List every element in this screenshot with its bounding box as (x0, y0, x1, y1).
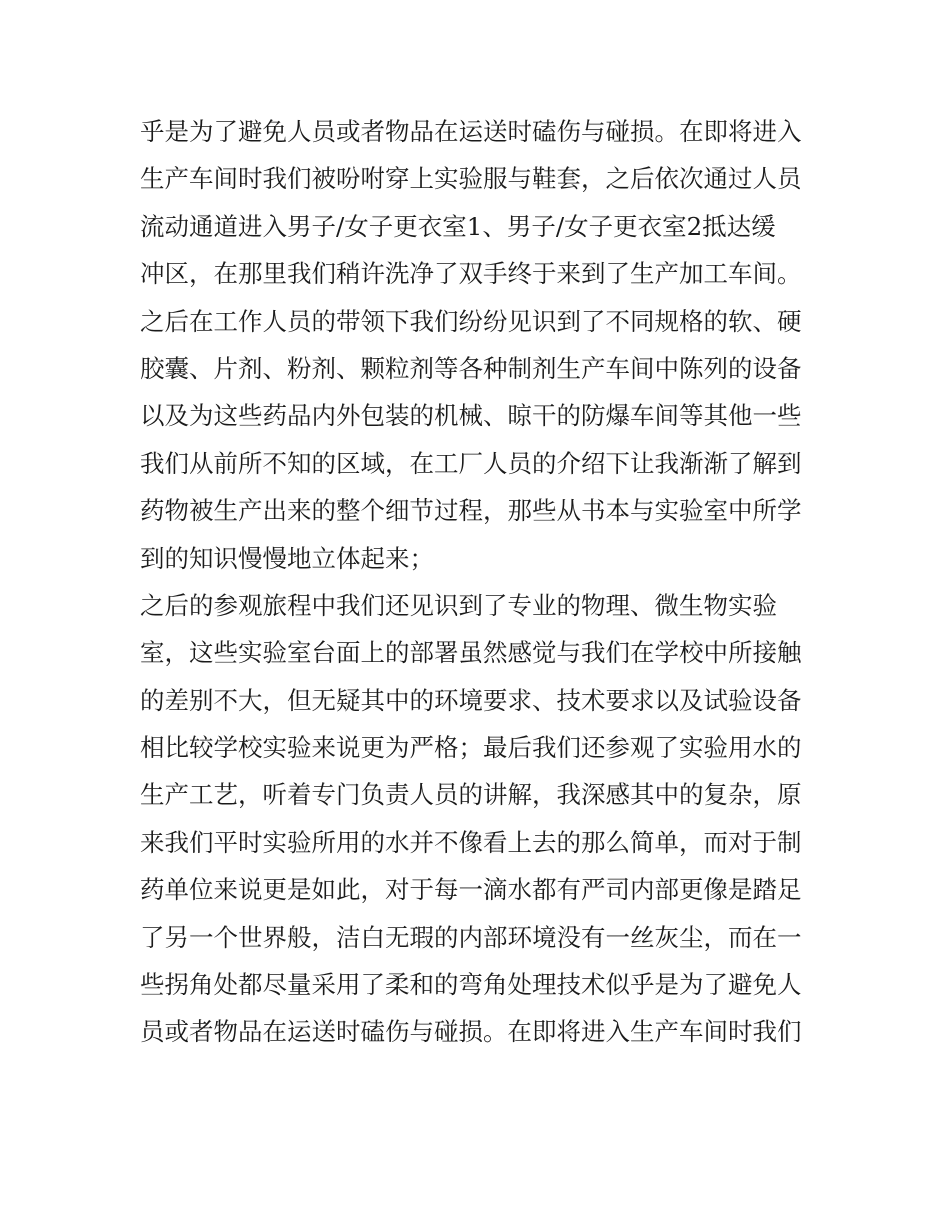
body-text (140, 108, 830, 1056)
text-line: 室，这些实验室台面上的部署虽然感觉与我们在学校中所接触 (140, 638, 802, 668)
text-line: 流动通道进入男子/女子更衣室1、男子/女子更衣室2抵达缓 (140, 211, 776, 241)
text-line: 来我们平时实验所用的水并不像看上去的那么简单，而对于制 (140, 827, 802, 857)
text-line: 胶囊、片剂、粉剂、颗粒剂等各种制剂生产车间中陈列的设备 (140, 353, 802, 383)
text-line: 冲区，在那里我们稍许洗净了双手终于来到了生产加工车间。 (140, 259, 802, 289)
text-line: 以及为这些药品内外包装的机械、晾干的防爆车间等其他一些 (140, 401, 802, 431)
text-line: 我们从前所不知的区域，在工厂人员的介绍下让我渐渐了解到 (140, 448, 802, 478)
text-line: 药单位来说更是如此，对于每一滴水都有严司内部更像是踏足 (140, 875, 802, 905)
text-line: 之后在工作人员的带领下我们纷纷见识到了不同规格的软、硬 (140, 306, 802, 336)
text-line: 了另一个世界般，洁白无瑕的内部环境没有一丝灰尘，而在一 (140, 922, 802, 952)
text-line: 乎是为了避免人员或者物品在运送时磕伤与碰损。在即将进入 (140, 117, 802, 146)
text-line: 之后的参观旅程中我们还见识到了专业的物理、微生物实验 (140, 590, 777, 620)
text-line: 生产工艺，听着专门负责人员的讲解，我深感其中的复杂，原 (140, 780, 802, 810)
text-line: 到的知识慢慢地立体起来； (140, 543, 434, 573)
text-line: 生产车间时我们被吩咐穿上实验服与鞋套，之后依次通过人员 (140, 164, 802, 194)
text-line: 员或者物品在运送时磕伤与碰损。在即将进入生产车间时我们 (140, 1017, 802, 1047)
text-line: 相比较学校实验来说更为严格；最后我们还参观了实验用水的 (140, 733, 802, 763)
text-line: 药物被生产出来的整个细节过程，那些从书本与实验室中所学 (140, 496, 802, 526)
text-line: 些拐角处都尽量采用了柔和的弯角处理技术似乎是为了避免人 (140, 970, 802, 1000)
text-line: 的差别不大，但无疑其中的环境要求、技术要求以及试验设备 (140, 685, 802, 715)
